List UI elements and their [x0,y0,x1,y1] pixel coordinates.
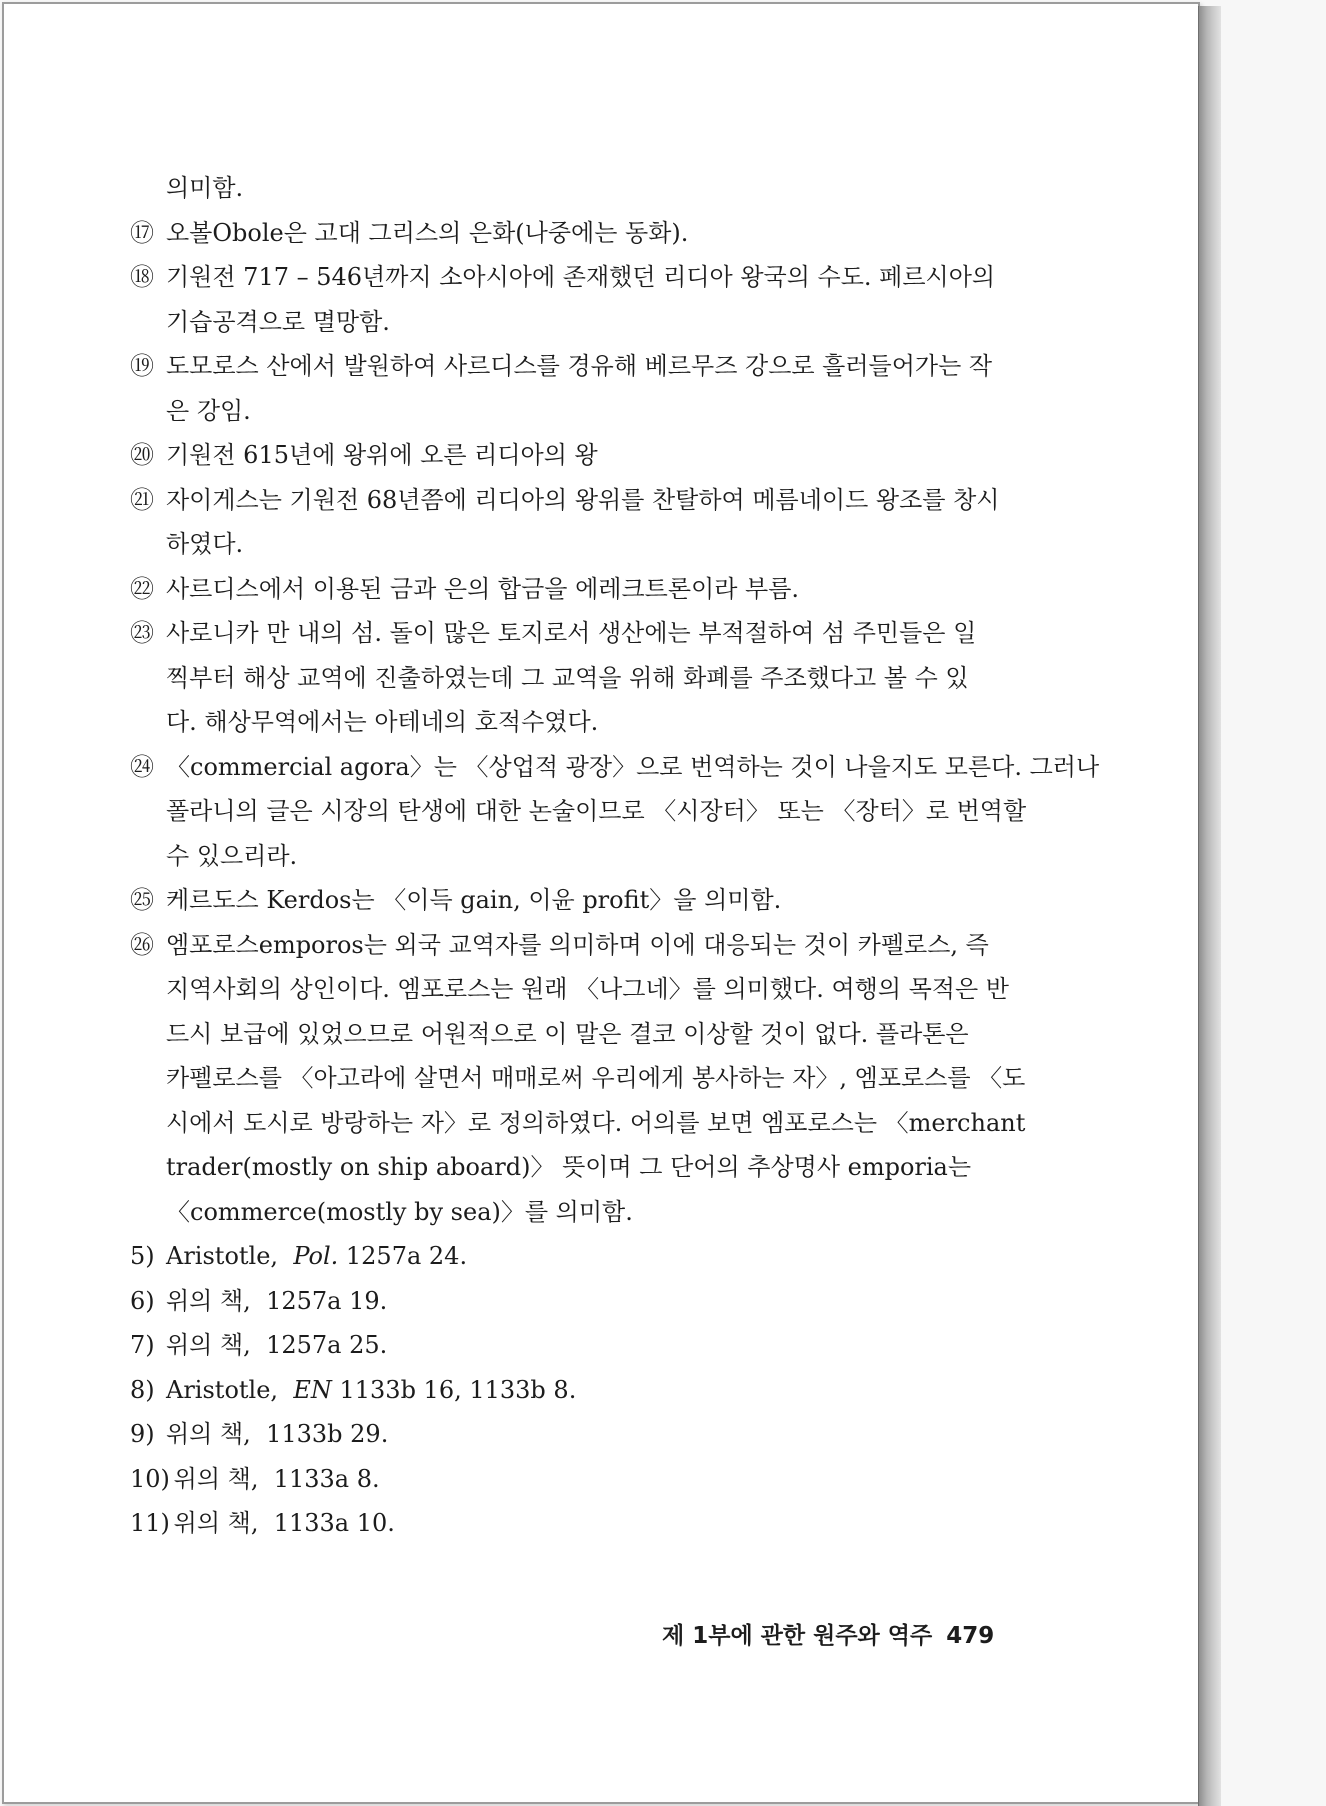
reference-location: 1257a 24. [345,1242,468,1270]
reference-location: 1133a 8. [273,1464,380,1493]
note-marker: ㉖ [130,930,154,959]
reference-marker: 10) [130,1464,170,1493]
note-22 [130,567,1023,612]
page-footer [662,1617,994,1650]
note-text: 기원전 615년에 왕위에 오른 리디아의 왕 [166,441,598,469]
note-21 [130,478,1023,523]
note-text: 오볼Obole은 고대 그리스의 은화(나중에는 동화). [166,218,689,247]
reference-location: 1257a 19. [266,1286,388,1315]
note-26-continuation: 시에서 도시로 방랑하는 자〉로 정의하였다. 어의를 보면 엠포로스는 〈merchant [166,1108,1026,1137]
note-24 [130,745,1100,790]
reference-source: 위의 책, [173,1464,259,1493]
running-title: 제 1부에 관한 원주와 역주 [662,1623,933,1649]
note-text: 케르도스 Kerdos는 〈이득 gain, 이윤 profit〉을 의미함. [166,886,782,914]
note-26-continuation: trader(mostly on ship aboard)〉 뜻이며 그 단어의 추상명사 emporia는 [166,1153,972,1181]
reference-marker: 6) [130,1286,155,1315]
note-marker: ⑳ [130,441,154,469]
reference-8 [130,1368,1023,1413]
reference-11 [130,1501,1023,1546]
note-19-continuation: 은 강임. [166,396,251,425]
reference-9 [130,1412,1023,1457]
note-23 [130,611,1023,656]
note-26-continuation: 지역사회의 상인이다. 엠포로스는 원래 〈나그네〉를 의미했다. 여행의 목적은 반 [166,975,1009,1003]
note-marker: ㉕ [130,886,154,914]
reference-source: Aristotle, [166,1375,279,1404]
note-text: 기원전 717 – 546년까지 소아시아에 존재했던 리디아 왕국의 수도. 페르시아의 [166,263,996,291]
note-17 [130,211,1023,256]
page-number: 479 [946,1623,995,1649]
note-continuation-line: 의미함. [166,174,244,202]
reference-location: 1257a 25. [266,1331,388,1359]
reference-title: Pol. [293,1242,339,1270]
reference-location: 1133b 29. [266,1420,389,1448]
reference-marker: 8) [130,1375,155,1404]
reference-6 [130,1279,1023,1324]
reference-title: EN [293,1375,332,1404]
note-marker: ⑱ [130,263,154,291]
note-text: 사르디스에서 이용된 금과 은의 합금을 에레크트론이라 부름. [166,574,800,603]
note-20 [130,433,1023,478]
notes-text-block [130,166,1100,1546]
reference-marker: 5) [130,1242,155,1270]
note-26-continuation: 〈commerce(mostly by sea)〉를 의미함. [166,1197,633,1226]
note-26-continuation: 드시 보급에 있었으므로 어원적으로 이 말은 결코 이상할 것이 없다. 플라톤은 [166,1019,969,1048]
note-marker: ⑲ [130,352,154,380]
reference-location: 1133b 16, 1133b 8. [339,1375,577,1404]
note-24-continuation: 수 있으리라. [166,841,298,870]
reference-source: 위의 책, [166,1331,251,1359]
note-18 [130,255,1023,300]
reference-location: 1133a 10. [273,1509,395,1537]
note-text: 사로니카 만 내의 섬. 돌이 많은 토지로서 생산에는 부적절하여 섬 주민들은 일 [166,619,977,647]
note-marker: ㉔ [130,752,154,781]
reference-10 [130,1457,1023,1502]
note-text: 자이게스는 기원전 68년쯤에 리디아의 왕위를 찬탈하여 메름네이드 왕조를 창시 [166,485,1000,514]
reference-7 [130,1323,1023,1368]
reference-5 [130,1234,1023,1279]
note-18-continuation: 기습공격으로 멸망함. [166,307,390,336]
note-24-continuation: 폴라니의 글은 시장의 탄생에 대한 논술이므로 〈시장터〉 또는 〈장터〉로 번역할 [166,797,1027,825]
note-marker: ㉒ [130,574,154,603]
note-23-continuation: 다. 해상무역에서는 아테네의 호적수였다. [166,708,599,736]
note-25 [130,878,1023,923]
note-21-continuation: 하였다. [166,530,244,558]
note-text: 엠포로스emporos는 외국 교역자를 의미하며 이에 대응되는 것이 카펠로스, 즉 [166,930,989,959]
note-26 [130,923,1023,968]
note-26-continuation: 카펠로스를 〈아고라에 살면서 매매로써 우리에게 봉사하는 자〉, 엠포로스를 〈도 [166,1064,1026,1092]
note-text: 도모로스 산에서 발원하여 사르디스를 경유해 베르무즈 강으로 흘러들어가는 작 [166,352,993,380]
note-marker: ㉑ [130,485,154,514]
reference-marker: 9) [130,1420,155,1448]
reference-marker: 11) [130,1509,170,1537]
note-19 [130,344,1023,389]
note-marker: ⑰ [130,218,154,247]
page-edge-shadow [1198,6,1221,1806]
reference-source: Aristotle, [166,1242,279,1270]
reference-source: 위의 책, [166,1286,251,1315]
note-marker: ㉓ [130,619,154,647]
reference-marker: 7) [130,1331,155,1359]
note-text: 〈commercial agora〉는 〈상업적 광장〉으로 번역하는 것이 나을지도 모른다. 그러나 [166,752,1100,781]
note-23-continuation: 찍부터 해상 교역에 진출하였는데 그 교역을 위해 화폐를 주조했다고 볼 수 있 [166,663,969,692]
reference-source: 위의 책, [166,1420,251,1448]
reference-source: 위의 책, [173,1509,259,1537]
